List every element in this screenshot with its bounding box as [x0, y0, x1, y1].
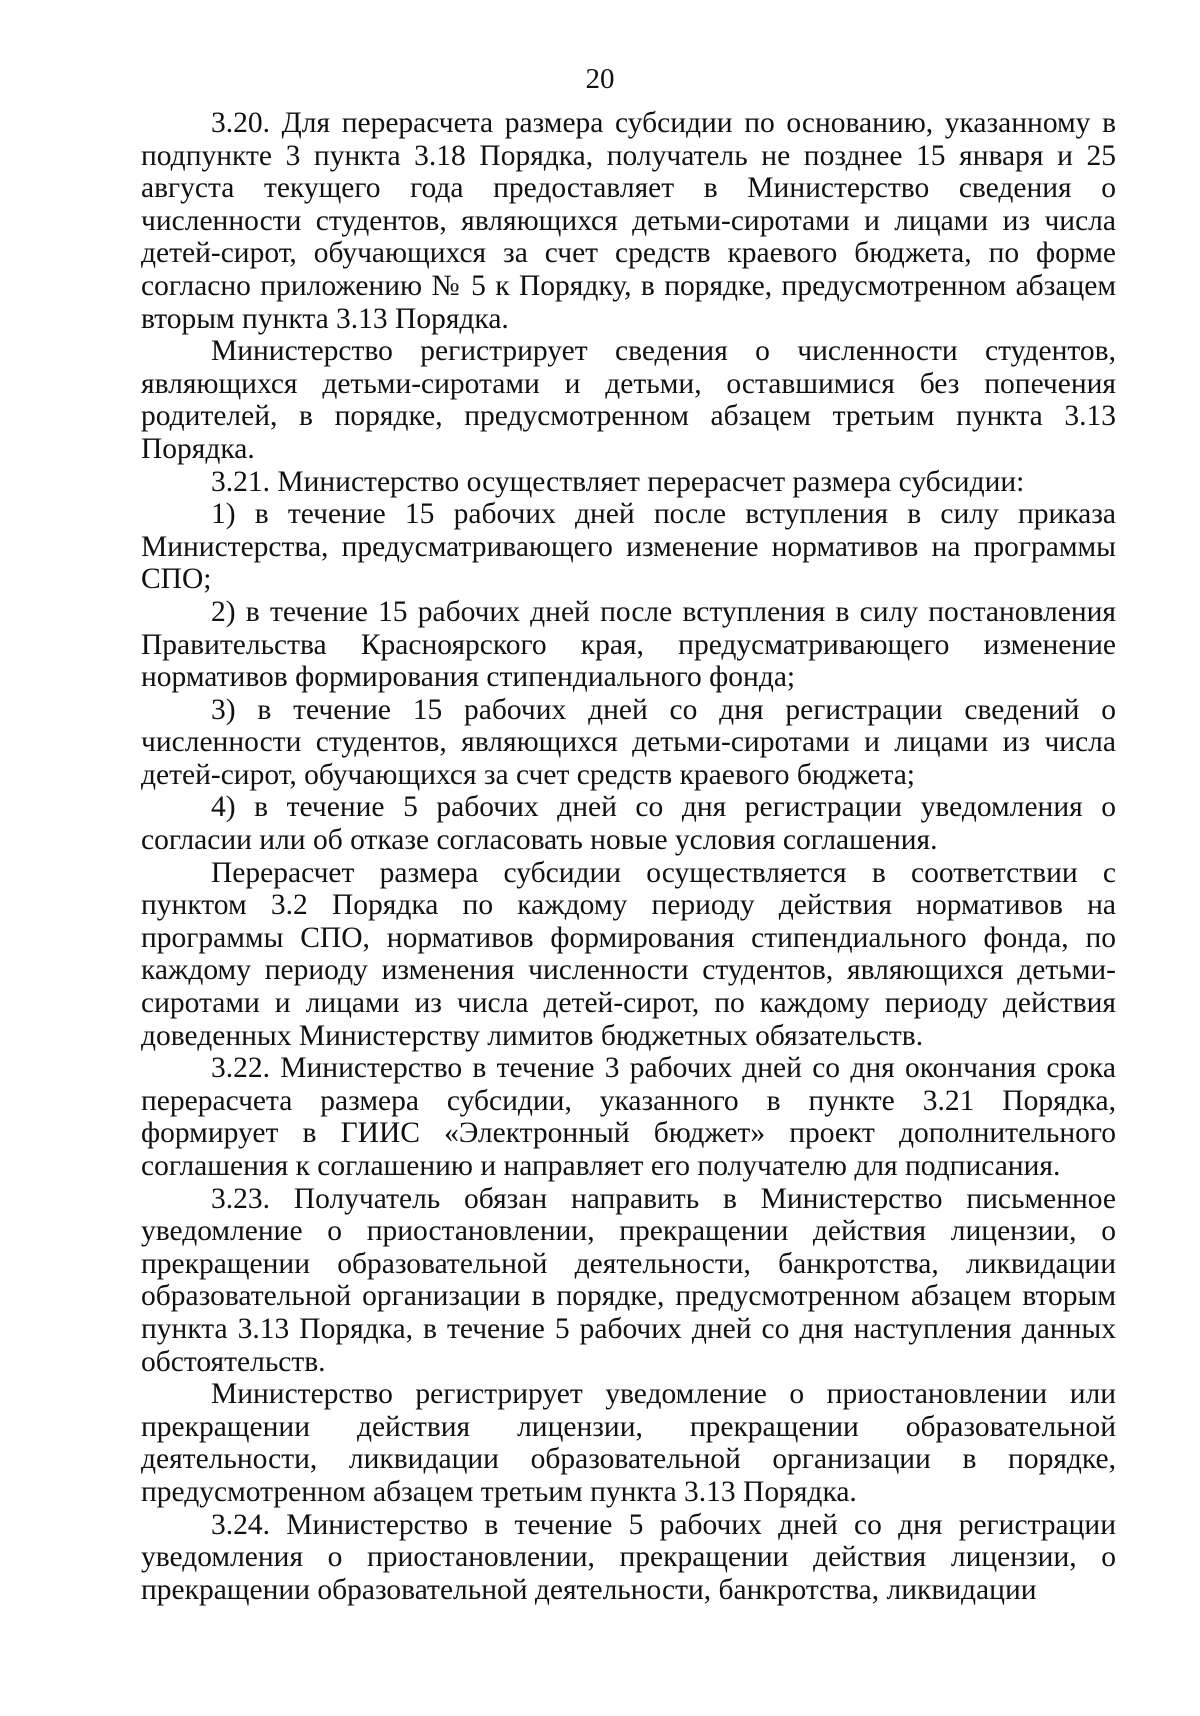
document-body: [141, 107, 1116, 1606]
paragraph-recalculation: Перерасчет размера субсидии осуществляется в соответствии с пунктом 3.2 Порядка по каждому периоду действия нормативов на программы СПО, нормативов формирования стипендиального фонда, по каждому периоду изменения численности студентов, являющихся детьми-сиротами и лицами из числа детей-сирот, по каждому периоду действия доведенных Министерству лимитов бюджетных обязательств.: [141, 856, 1116, 1052]
page-number: 20: [585, 63, 615, 95]
paragraph-3-21: 3.21. Министерство осуществляет перерасчет размера субсидии:: [211, 465, 1025, 498]
list-item-3: 3) в течение 15 рабочих дней со дня регистрации сведений о численности студентов, являющихся детьми-сиротами и лицами из числа детей-сирот, обучающихся за счет средств краевого бюджета;: [141, 693, 1116, 791]
paragraph-registration-students: Министерство регистрирует сведения о численности студентов, являющихся детьми-сиротами и детьми, оставшимися без попечения родителей, в порядке, предусмотренном абзацем третьим пункта 3.13 Порядка.: [141, 335, 1116, 465]
paragraph-3-24: 3.24. Министерство в течение 5 рабочих дней со дня регистрации уведомления о приостановлении, прекращении действия лицензии, о прекращении образовательной деятельности, банкротства, ликвидации: [141, 1508, 1116, 1606]
list-item-1: 1) в течение 15 рабочих дней после вступления в силу приказа Министерства, предусматривающего изменение нормативов на программы СПО;: [141, 498, 1116, 596]
paragraph-3-23: 3.23. Получатель обязан направить в Министерство письменное уведомление о приостановлении, прекращении действия лицензии, о прекращении образовательной деятельности, банкротства, ликвидации образовательной организации в порядке, предусмотренном абзацем вторым пункта 3.13 Порядка, в течение 5 рабочих дней со дня наступления данных обстоятельств.: [141, 1182, 1116, 1378]
paragraph-3-20: 3.20. Для перерасчета размера субсидии по основанию, указанному в подпункте 3 пункта 3.18 Порядка, получатель не позднее 15 января и 25 августа текущего года предоставляет в Министерство сведения о численности студентов, являющихся детьми-сиротами и лицами из числа детей-сирот, обучающихся за счет средств краевого бюджета, по форме согласно приложению № 5 к Порядку, в порядке, предусмотренном абзацем вторым пункта 3.13 Порядка.: [141, 107, 1116, 335]
paragraph-3-22: 3.22. Министерство в течение 3 рабочих дней со дня окончания срока перерасчета размера субсидии, указанного в пункте 3.21 Порядка, формирует в ГИИС «Электронный бюджет» проект дополнительного соглашения к соглашению и направляет его получателю для подписания.: [141, 1052, 1116, 1182]
list-item-2: 2) в течение 15 рабочих дней после вступления в силу постановления Правительства Красноярского края, предусматривающего изменение нормативов формирования стипендиального фонда;: [141, 595, 1116, 694]
paragraph-registration-notice: Министерство регистрирует уведомление о приостановлении или прекращении действия лицензии, прекращении образовательной деятельности, ликвидации образовательной организации в порядке, предусмотренном абзацем третьим пункта 3.13 Порядка.: [141, 1378, 1116, 1508]
list-item-4: 4) в течение 5 рабочих дней со дня регистрации уведомления о согласии или об отказе согласовать новые условия соглашения.: [141, 791, 1116, 857]
